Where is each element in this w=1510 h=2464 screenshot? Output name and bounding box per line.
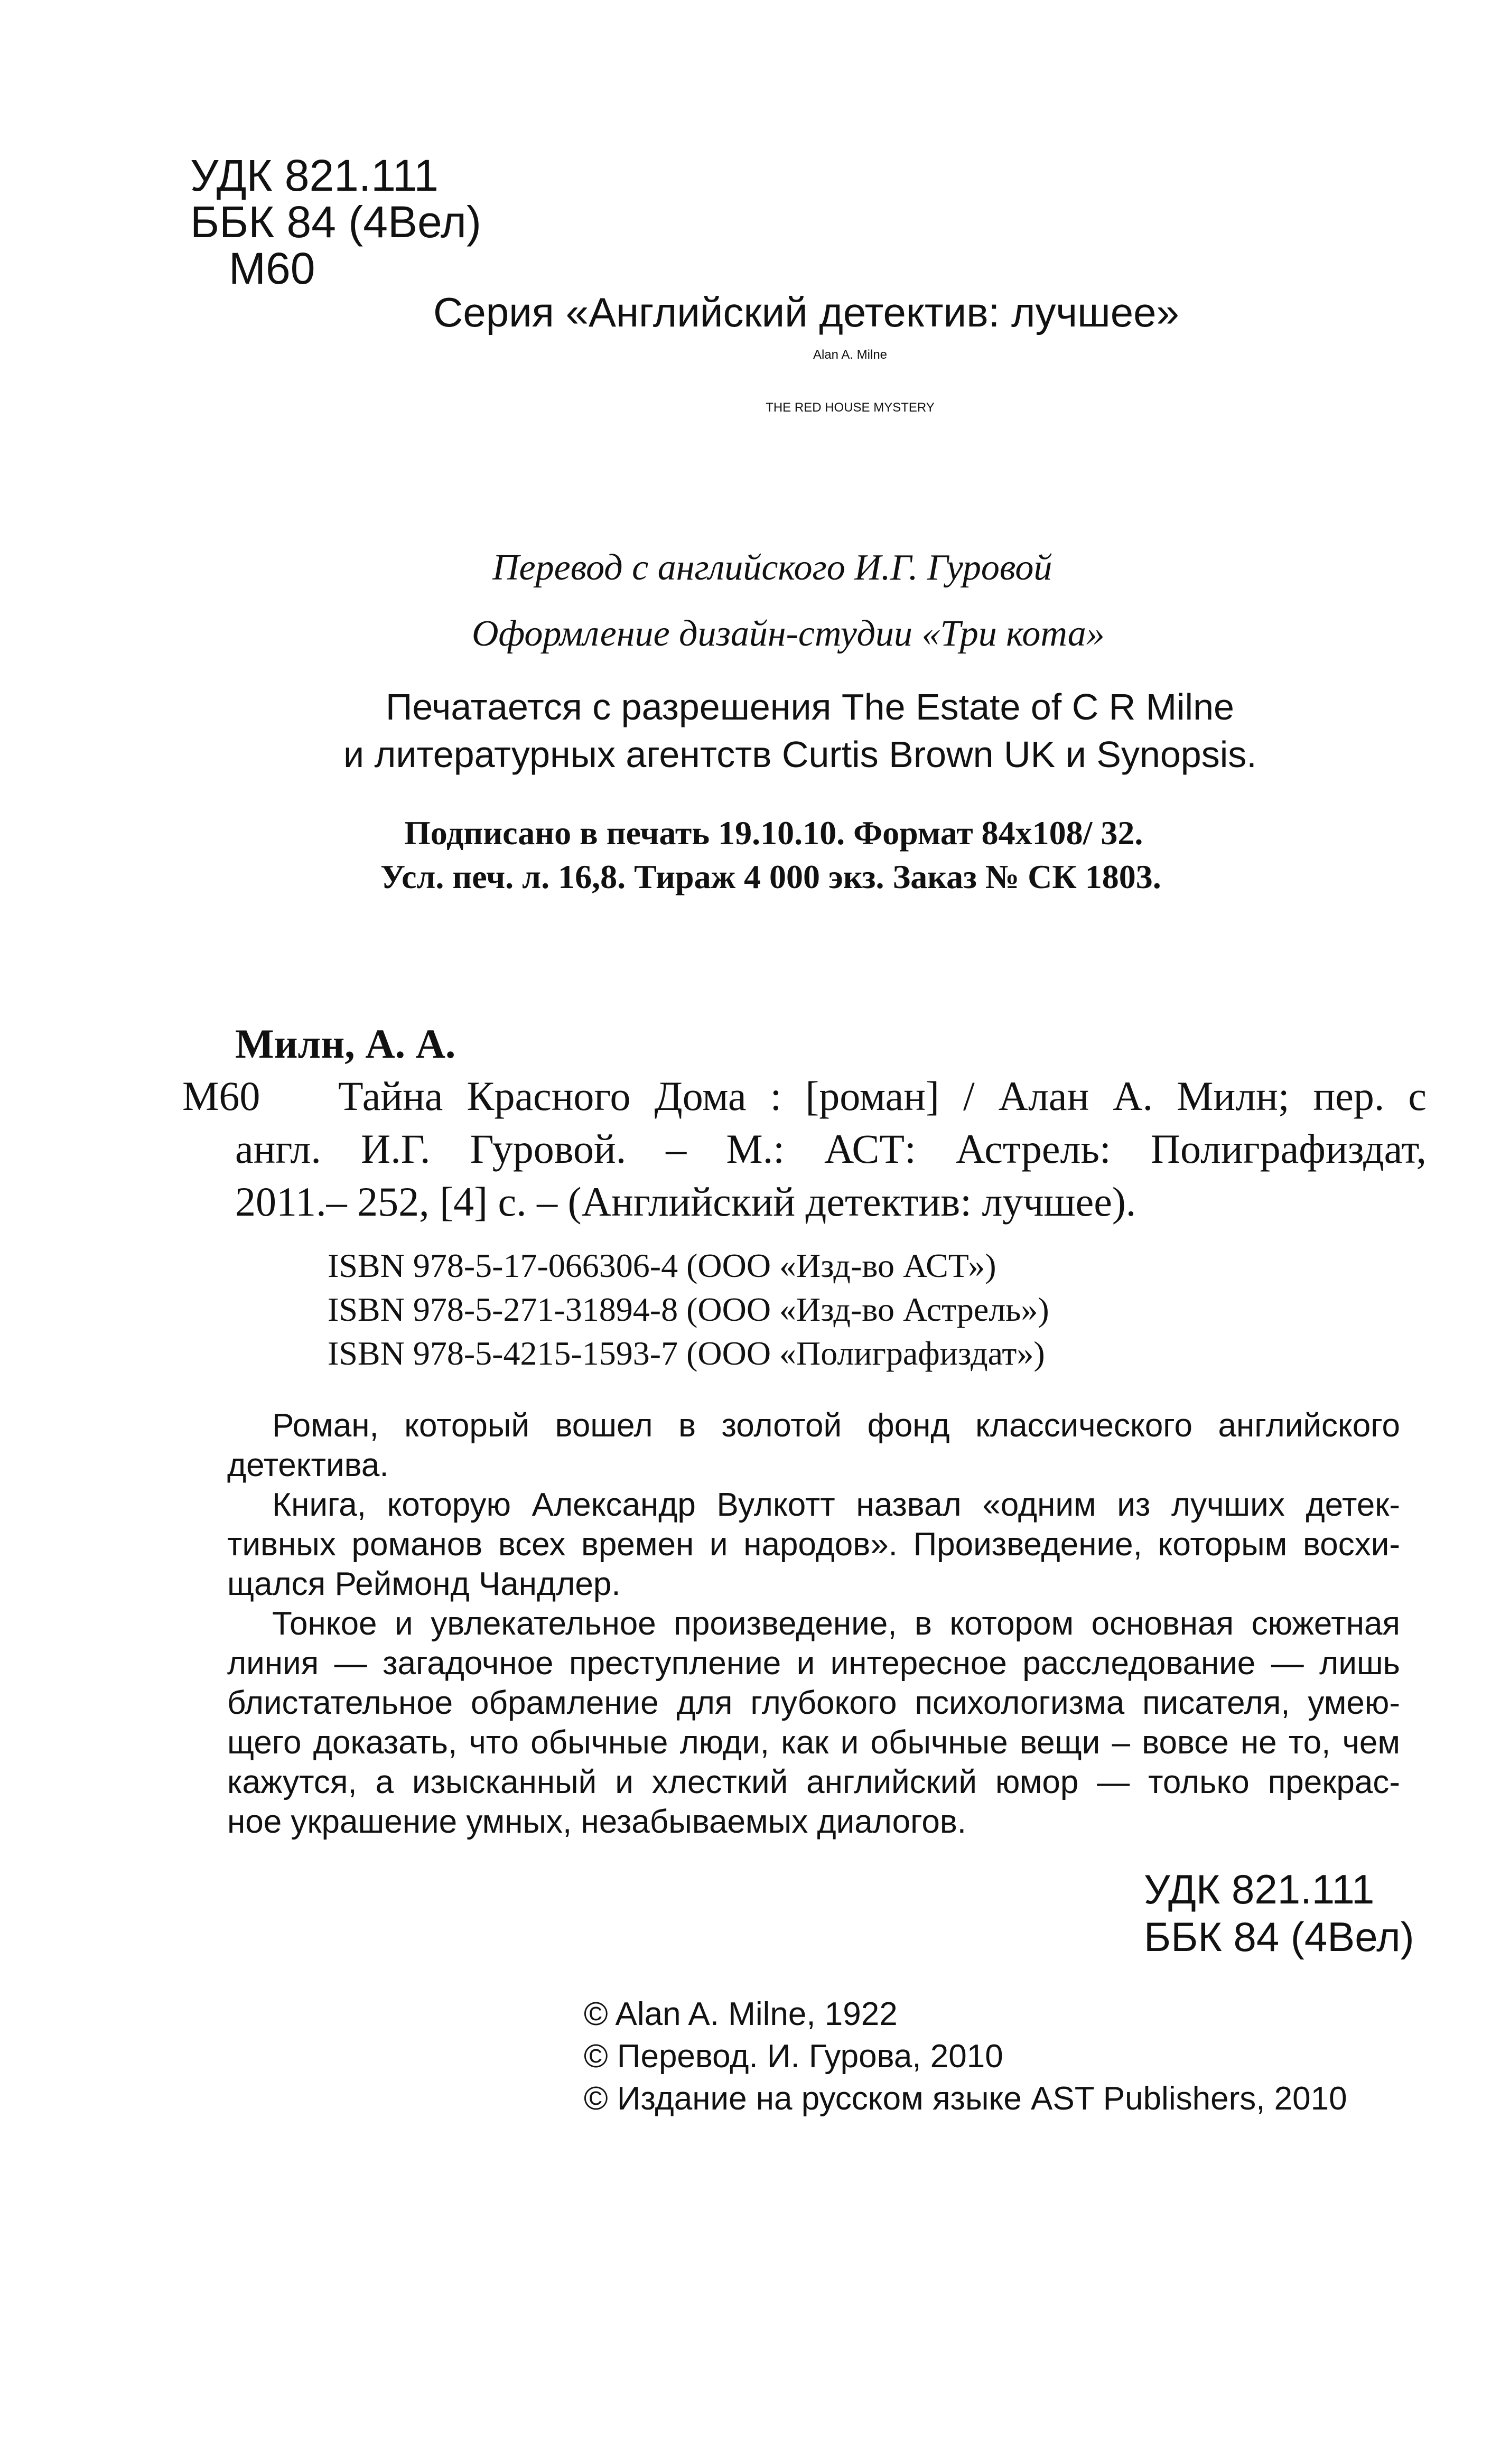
permission-line-1: Печатается с разрешения The Estate of C R Milne [386,686,1234,727]
design-credit: Оформление дизайн-студии «Три кота» [472,613,1105,654]
annotation-p3-line: линия — загадочное преступление и интересное расследование — лишь [227,1645,1400,1682]
catalog-author-heading: Милн, А. А. [235,1021,456,1067]
annotation-p1-line: детектива. [227,1447,389,1483]
annotation-p3-line: блистательное обрамление для глубокого психологизма писателя, умею- [227,1685,1400,1721]
catalog-line-1: Тайна Красного Дома : [роман] / Алан А. Милн; пер. с [338,1073,1427,1119]
print-info-line-2: Усл. печ. л. 16,8. Тираж 4 000 экз. Заказ № СК 1803. [380,858,1161,895]
series-title: Серия «Английский детектив: лучшее» [433,289,1179,335]
catalog-line-2: англ. И.Г. Гуровой. – М.: АСТ: Астрель: Полиграфиздат, [235,1126,1427,1172]
annotation-p1-line: Роман, который вошел в золотой фонд классического английского [272,1407,1400,1444]
annotation-p3-line: кажутся, а изысканный и хлесткий английский юмор — только прекрас- [227,1764,1400,1800]
udk-code-top: УДК 821.111 [190,151,439,200]
annotation-p3-line: щего доказать, что обычные люди, как и обычные вещи – вовсе не то, чем [227,1724,1400,1761]
annotation-p2-line: тивных романов всех времен и народов». Произведение, которым восхи- [227,1526,1400,1563]
annotation-p3-line: ное украшение умных, незабываемых диалогов. [227,1804,966,1840]
copyright-line: © Alan A. Milne, 1922 [584,1996,898,2032]
print-info-line-1: Подписано в печать 19.10.10. Формат 84x108/ 32. [404,814,1143,852]
author-mark-top: М60 [229,244,315,293]
isbn-line: ISBN 978-5-271-31894-8 (ООО «Изд-во Астрель») [328,1291,1049,1328]
catalog-mark: М60 [182,1073,260,1119]
annotation-p2-line: щался Реймонд Чандлер. [227,1566,621,1602]
original-title: THE RED HOUSE MYSTERY [766,400,935,415]
translation-credit: Перевод с английского И.Г. Гуровой [492,547,1052,588]
bbk-code-top: ББК 84 (4Вел) [190,197,481,247]
copyright-line: © Издание на русском языке AST Publishers, 2010 [584,2080,1347,2117]
copyright-line: © Перевод. И. Гурова, 2010 [584,2038,1003,2075]
annotation-p2-line: Книга, которую Александр Вулкотт назвал «одним из лучших детек- [272,1487,1400,1523]
udk-code-bottom: УДК 821.111 [1144,1866,1375,1912]
isbn-line: ISBN 978-5-17-066306-4 (ООО «Изд-во АСТ») [328,1247,996,1284]
original-author: Alan A. Milne [813,348,888,362]
permission-line-2: и литературных агентств Curtis Brown UK и Synopsis. [343,734,1257,775]
isbn-line: ISBN 978-5-4215-1593-7 (ООО «Полиграфиздат») [328,1334,1045,1372]
bbk-code-bottom: ББК 84 (4Вел) [1144,1914,1414,1960]
annotation-p3-line: Тонкое и увлекательное произведение, в котором основная сюжетная [272,1606,1400,1642]
catalog-line-3: 2011.– 252, [4] с. – (Английский детектив: лучшее). [235,1179,1136,1225]
